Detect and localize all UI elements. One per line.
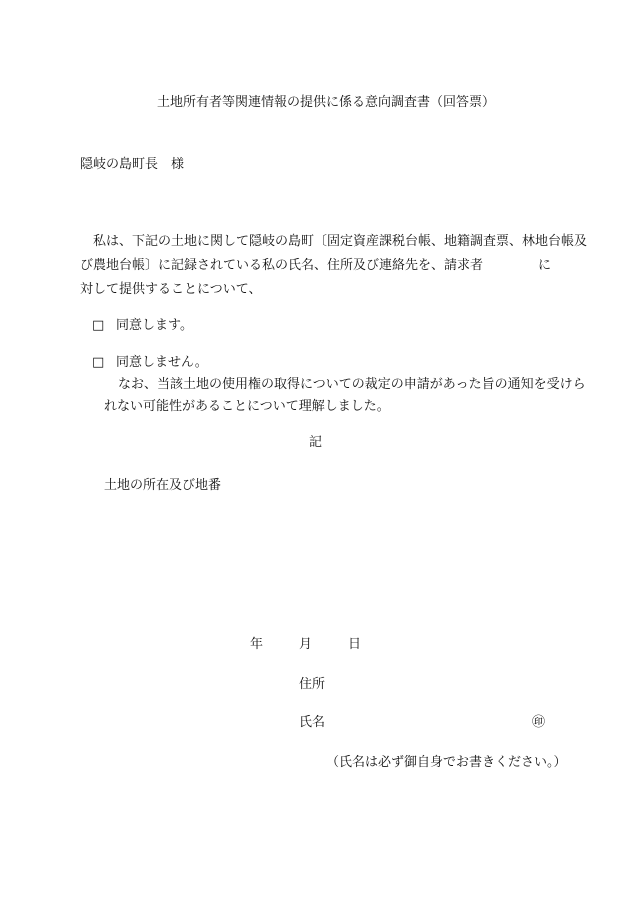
document-title: 土地所有者等関連情報の提供に係る意向調査書（回答票） [157,95,496,110]
note-line-1: なお、当該土地の使用権の取得についての裁定の申請があった旨の通知を受けら [118,377,586,392]
date-month: 月 [299,637,313,652]
body-line-2: び農地台帳〕に記録されている私の氏名、住所及び連絡先を、請求者 [80,258,484,273]
agree-label: 同意します。 [116,318,193,333]
ki-heading: 記 [309,435,323,450]
agree-checkbox[interactable]: □ [92,318,105,333]
addressee: 隠岐の島町長 様 [80,157,185,172]
address-label: 住所 [299,677,326,692]
date-day: 日 [348,637,362,652]
name-label: 氏名 [299,715,326,730]
disagree-label: 同意しません。 [116,355,208,370]
footer-note: （氏名は必ず御自身でお書きください。） [326,755,567,770]
date-year: 年 [250,637,264,652]
note-line-2: れない可能性があることについて理解しました。 [104,399,390,414]
body-line-1: 私は、下記の土地に関して隠岐の島町〔固定資産課税台帳、地籍調査票、林地台帳及 [93,234,588,249]
land-location-label: 土地の所在及び地番 [104,478,222,493]
body-line-2-end: に [538,258,552,273]
seal-mark: ㊞ [532,715,546,730]
body-line-3: 対して提供することについて、 [80,282,262,297]
disagree-checkbox[interactable]: □ [92,355,105,370]
